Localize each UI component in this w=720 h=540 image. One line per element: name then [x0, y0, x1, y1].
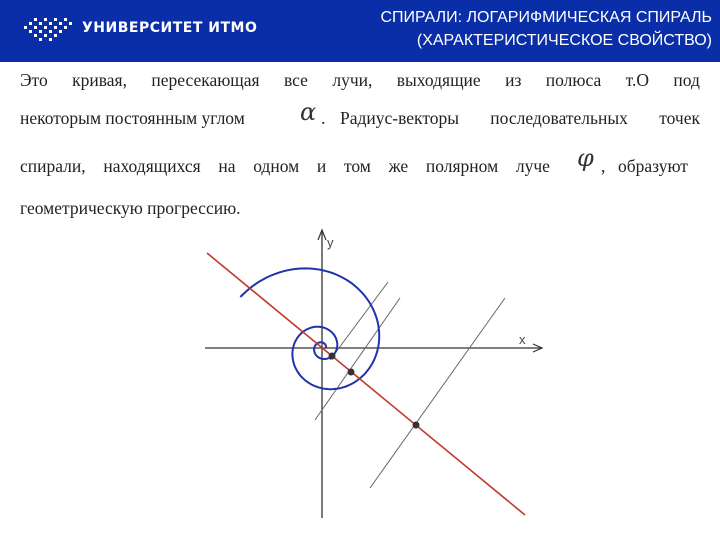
word: Это: [20, 70, 48, 90]
phi-symbol: φ: [577, 144, 594, 172]
word: и: [316, 156, 327, 176]
word: же: [388, 156, 409, 176]
text-segment: некоторым постоянным углом: [20, 108, 245, 128]
word: т.О: [625, 70, 650, 90]
word: выходящие: [396, 70, 481, 90]
text-segment: ,: [601, 156, 606, 176]
slide-title-line2: (ХАРАКТЕРИСТИЧЕСКОЕ СВОЙСТВО): [416, 32, 712, 49]
spiral-point-1: [329, 353, 336, 360]
alpha-symbol: α: [300, 98, 317, 126]
tangent-line-3: [370, 298, 505, 488]
word: под: [673, 70, 700, 90]
x-axis-label: x: [519, 332, 526, 347]
word: луче: [515, 156, 550, 176]
word: полярном: [425, 156, 499, 176]
polar-ray: [207, 253, 525, 515]
word: на: [218, 156, 236, 176]
word: кривая,: [72, 70, 127, 90]
spiral-point-2: [348, 369, 355, 376]
slide-title-line1: СПИРАЛИ: ЛОГАРИФМИЧЕСКАЯ СПИРАЛЬ: [380, 9, 712, 26]
y-axis-label: y: [327, 235, 334, 250]
word: все: [284, 70, 308, 90]
word: пересекающая: [151, 70, 260, 90]
logarithmic-spiral: [240, 268, 379, 389]
word: находящихся: [103, 156, 201, 176]
spiral-point-3: [413, 422, 420, 429]
word: из: [505, 70, 522, 90]
logo-text: УНИВЕРСИТЕТ ИТМО: [82, 20, 258, 36]
word: полюса: [545, 70, 602, 90]
word: том: [343, 156, 371, 176]
word: спирали,: [20, 156, 86, 176]
text-line-4: геометрическую прогрессию.: [20, 198, 241, 218]
text-segment: .: [321, 108, 326, 128]
word: образуют: [618, 156, 688, 176]
word: одном: [253, 156, 300, 176]
word: лучи,: [332, 70, 373, 90]
word: точек: [659, 108, 700, 128]
word: Радиус-векторы: [340, 108, 459, 128]
word: последовательных: [490, 108, 628, 128]
